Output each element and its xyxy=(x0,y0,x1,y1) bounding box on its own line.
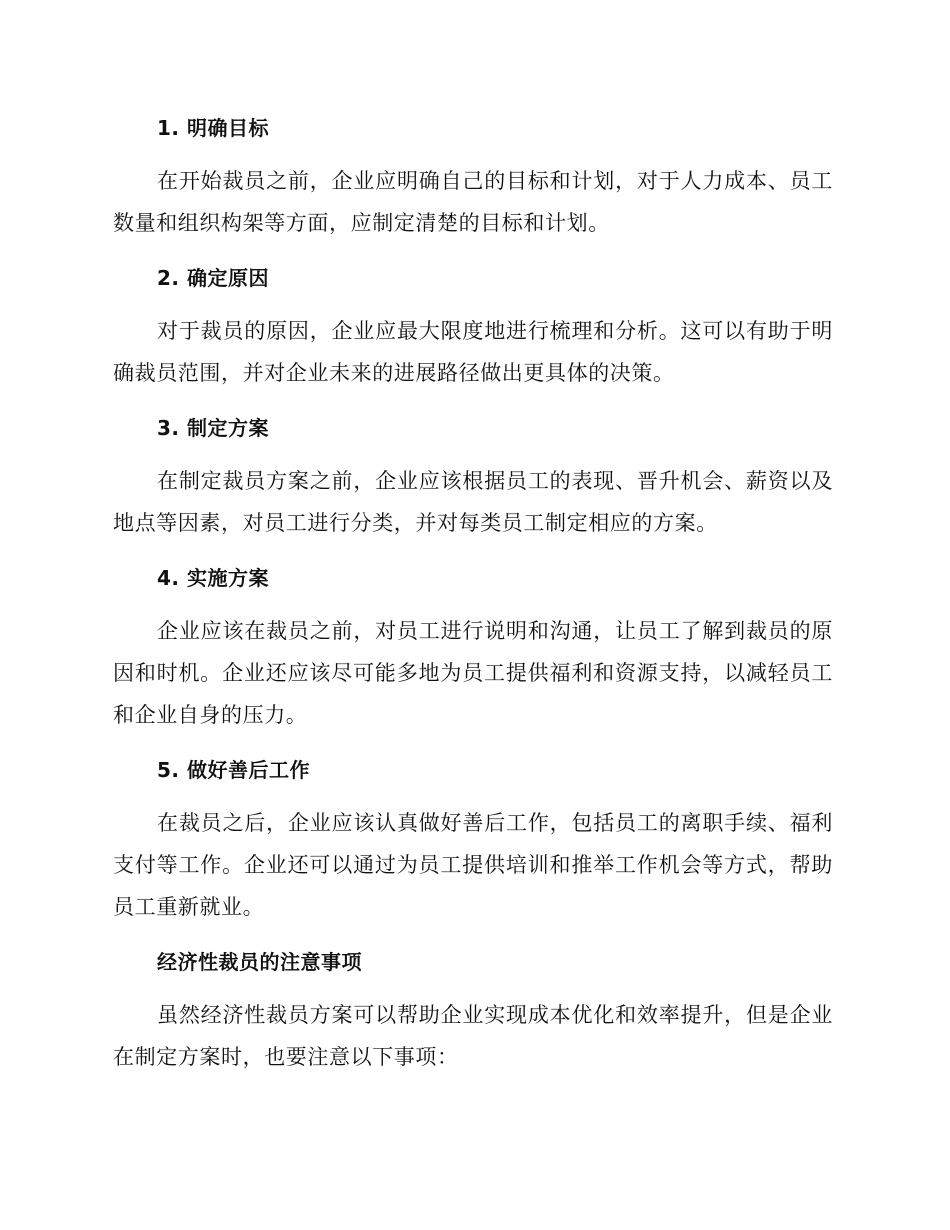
section-heading-2: 2. 确定原因 xyxy=(157,266,269,290)
section-paragraph-notes: 虽然经济性裁员方案可以帮助企业实现成本优化和效率提升，但是企业在制定方案时，也要注意以下事项： xyxy=(113,1003,833,1069)
section-heading-4: 4. 实施方案 xyxy=(157,566,269,590)
section-heading-1: 1. 明确目标 xyxy=(157,116,269,140)
section-paragraph-1: 在开始裁员之前，企业应明确自己的目标和计划，对于人力成本、员工数量和组织构架等方面，应制定清楚的目标和计划。 xyxy=(113,169,833,235)
section-paragraph-3: 在制定裁员方案之前，企业应该根据员工的表现、晋升机会、薪资以及地点等因素，对员工进行分类，并对每类员工制定相应的方案。 xyxy=(113,469,833,535)
section-heading-3: 3. 制定方案 xyxy=(157,416,269,440)
section-paragraph-4: 企业应该在裁员之前，对员工进行说明和沟通，让员工了解到裁员的原因和时机。企业还应该尽可能多地为员工提供福利和资源支持，以减轻员工和企业自身的压力。 xyxy=(113,619,833,727)
section-heading-5: 5. 做好善后工作 xyxy=(157,758,310,782)
section-paragraph-5: 在裁员之后，企业应该认真做好善后工作，包括员工的离职手续、福利支付等工作。企业还可以通过为员工提供培训和推举工作机会等方式，帮助员工重新就业。 xyxy=(113,811,833,919)
document-body xyxy=(113,108,833,1078)
section-paragraph-2: 对于裁员的原因，企业应最大限度地进行梳理和分析。这可以有助于明确裁员范围，并对企业未来的进展路径做出更具体的决策。 xyxy=(113,319,833,385)
section-heading-notes: 经济性裁员的注意事项 xyxy=(157,950,362,974)
